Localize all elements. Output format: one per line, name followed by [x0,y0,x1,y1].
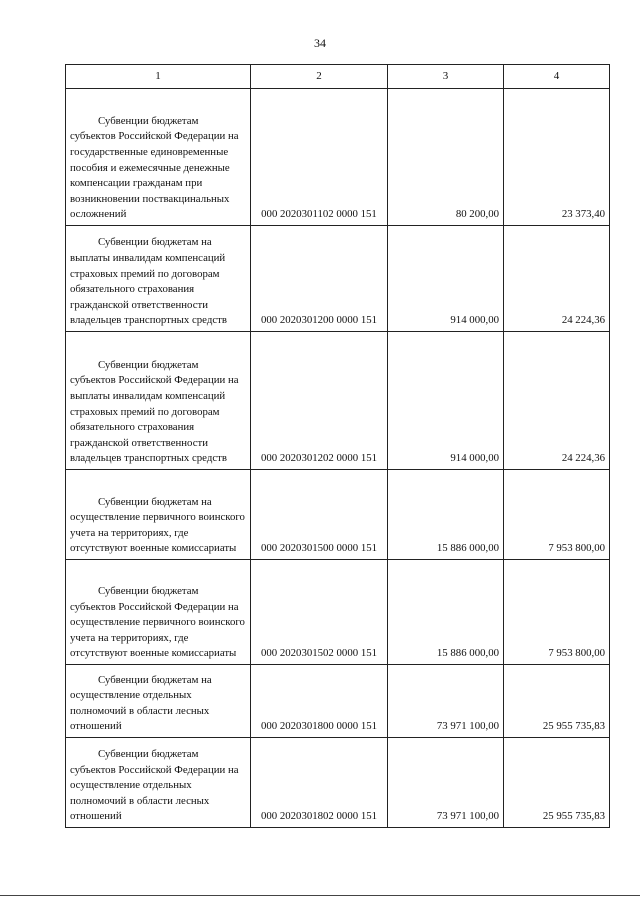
row-executed-cell: 25 955 735,83 [504,665,610,738]
row-amount-cell: 914 000,00 [388,226,504,332]
table-row [66,560,610,665]
row-name-cell [66,665,251,738]
row-amount-cell: 15 886 000,00 [388,560,504,665]
table-header-row [66,65,610,89]
row-code-cell: 000 2020301502 0000 151 [251,560,388,665]
budget-table [65,64,610,828]
row-executed-cell: 24 224,36 [504,226,610,332]
table-row [66,738,610,828]
table-row [66,226,610,332]
row-amount-cell: 15 886 000,00 [388,470,504,560]
row-executed-cell: 24 224,36 [504,332,610,470]
page-number: 34 [314,36,326,50]
row-name-text: Субвенции бюджетам субъектов Российской Федерации на выплаты инвалидам компенсаций страховых премий по договорам обязательного страхования гражданской ответственности владельцев транспортных средств [70,358,239,465]
row-name-text: Субвенции бюджетам субъектов Российской Федерации на государственные единовременные пособия и ежемесячные денежные компенсации гражданам при возникновении поствакцинальных осложнений [70,114,239,221]
row-code-cell: 000 2020301802 0000 151 [251,738,388,828]
row-name-cell [66,332,251,470]
row-amount-cell: 80 200,00 [388,89,504,226]
column-header: 1 [66,65,251,89]
table-row [66,470,610,560]
row-code-cell: 000 2020301500 0000 151 [251,470,388,560]
row-name-text: Субвенции бюджетам субъектов Российской Федерации на осуществление первичного воинского учета на территориях, где отсутствуют военные комиссариаты [70,585,245,660]
row-amount-cell: 914 000,00 [388,332,504,470]
column-header: 3 [388,65,504,89]
row-code-cell: 000 2020301102 0000 151 [251,89,388,226]
row-name-text: Субвенции бюджетам на осуществление отдельных полномочий в области лесных отношений [70,673,212,733]
row-executed-cell: 23 373,40 [504,89,610,226]
table-row [66,665,610,738]
row-name-cell [66,89,251,226]
row-name-text: Субвенции бюджетам на выплаты инвалидам компенсаций страховых премий по договорам обязательного страхования гражданской ответственности владельцев транспортных средств [70,236,227,327]
row-amount-cell: 73 971 100,00 [388,738,504,828]
row-executed-cell: 25 955 735,83 [504,738,610,828]
row-name-cell [66,470,251,560]
column-header: 4 [504,65,610,89]
row-name-text: Субвенции бюджетам субъектов Российской Федерации на осуществление отдельных полномочий в области лесных отношений [70,748,239,823]
row-code-cell: 000 2020301800 0000 151 [251,665,388,738]
row-code-cell: 000 2020301202 0000 151 [251,332,388,470]
table-row [66,332,610,470]
row-executed-cell: 7 953 800,00 [504,470,610,560]
row-executed-cell: 7 953 800,00 [504,560,610,665]
column-header: 2 [251,65,388,89]
row-amount-cell: 73 971 100,00 [388,665,504,738]
row-name-cell [66,738,251,828]
table-row [66,89,610,226]
row-code-cell: 000 2020301200 0000 151 [251,226,388,332]
row-name-text: Субвенции бюджетам на осуществление первичного воинского учета на территориях, где отсутствуют военные комиссариаты [70,495,245,555]
row-name-cell [66,560,251,665]
row-name-cell [66,226,251,332]
bottom-divider [0,895,640,896]
